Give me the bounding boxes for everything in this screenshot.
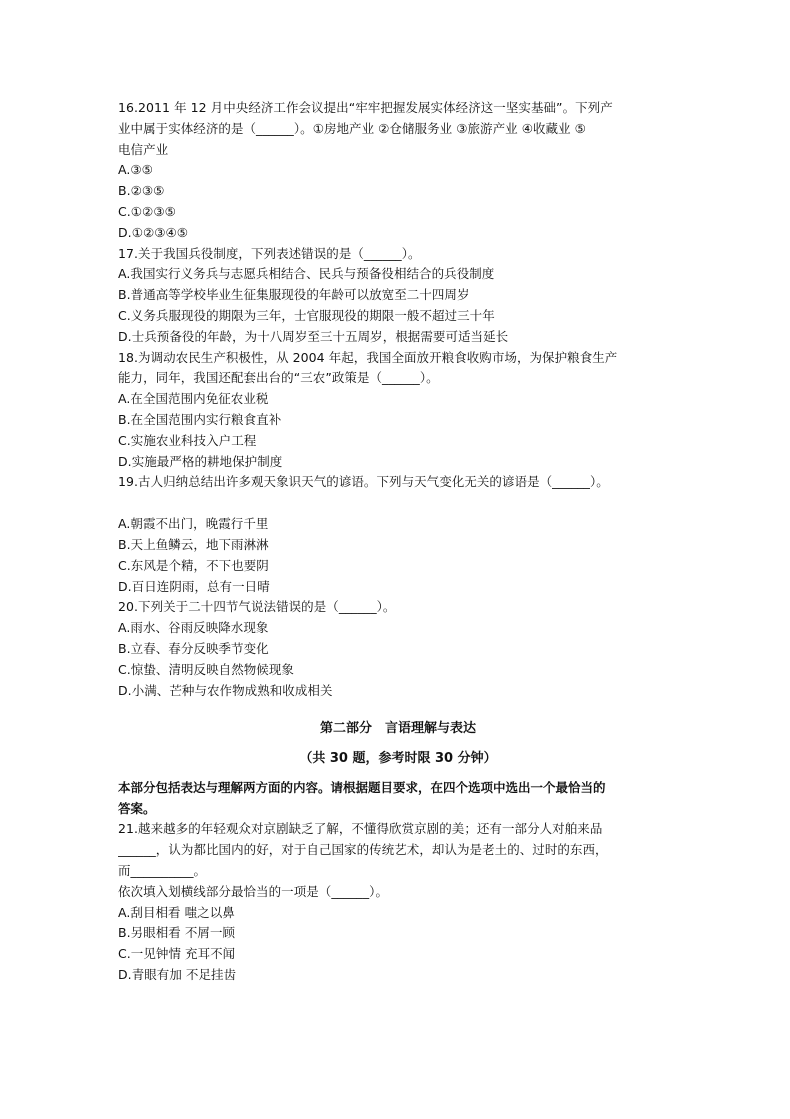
option-a: A.朝霞不出门，晚霞行千里: [118, 516, 269, 532]
option-d: D.青眼有加 不足挂齿: [118, 966, 237, 982]
question-16: [118, 98, 678, 244]
question-20: [118, 597, 678, 701]
question-text: 19.古人归纳总结出许多观天象识天气的谚语。下列与天气变化无关的谚语是（______）。: [118, 474, 609, 490]
section-instructions: 本部分包括表达与理解两方面的内容。请根据题目要求，在四个选项中选出一个最恰当的: [118, 780, 606, 796]
question-text: 16.2011 年 12 月中央经济工作会议提出“牢牢把握发展实体经济这一坚实基础”。下列产: [118, 100, 613, 115]
option-b: B.另眼相看 不屑一顾: [118, 925, 236, 941]
option-b: B.天上鱼鳞云，地下雨淋淋: [118, 536, 269, 552]
option-c: C.一见钟情 充耳不闻: [118, 946, 236, 962]
option-d: D.百日连阴雨，总有一日晴: [118, 578, 270, 594]
question-text: 18.为调动农民生产积极性，从 2004 年起，我国全面放开粮食收购市场，为保护粮食生产: [118, 349, 618, 365]
question-19: [118, 472, 678, 597]
question-18: [118, 348, 678, 473]
blank-line: [118, 493, 678, 514]
option-d: D.士兵预备役的年龄，为十八周岁至三十五周岁，根据需要可适当延长: [118, 328, 509, 344]
option-a: A.我国实行义务兵与志愿兵相结合、民兵与预备役相结合的兵役制度: [118, 266, 495, 282]
option-d: D.①②③④⑤: [118, 224, 188, 240]
question-text: 21.越来越多的年轻观众对京剧缺乏了解，不懂得欣赏京剧的美；还有一部分人对舶来品: [118, 821, 603, 837]
option-a: A.刮目相看 嗤之以鼻: [118, 904, 235, 920]
option-c: C.义务兵服现役的期限为三年，士官服现役的期限一般不超过三十年: [118, 307, 495, 323]
option-c: C.①②③⑤: [118, 203, 176, 219]
option-a: A.雨水、谷雨反映降水现象: [118, 620, 269, 636]
option-b: B.在全国范围内实行粮食直补: [118, 411, 282, 427]
option-a: A.在全国范围内免征农业税: [118, 391, 269, 407]
question-text: 电信产业: [118, 141, 169, 157]
question-text: 20.下列关于二十四节气说法错误的是（______）。: [118, 599, 396, 615]
option-b: B.普通高等学校毕业生征集服现役的年龄可以放宽至二十四周岁: [118, 287, 470, 303]
option-c: C.东风是个精，不下也要阴: [118, 557, 269, 573]
question-text: 而__________。: [118, 862, 207, 878]
question-17: [118, 244, 678, 348]
question-text: 能力，同年，我国还配套出台的“三农”政策是（______）。: [118, 370, 439, 386]
section-subtitle: （共 30 题，参考时限 30 分钟）: [299, 751, 497, 767]
option-b: B.立春、春分反映季节变化: [118, 640, 269, 656]
option-b: B.②③⑤: [118, 183, 165, 199]
question-21: [118, 819, 678, 985]
option-c: C.实施农业科技入户工程: [118, 432, 257, 448]
option-d: D.小满、芒种与农作物成熟和收成相关: [118, 682, 333, 698]
document-page: [118, 98, 678, 986]
question-text: 业中属于实体经济的是（______）。①房地产业 ②仓储服务业 ③旅游产业 ④收藏业 ⑤: [118, 120, 586, 136]
question-text: ______，认为都比国内的好，对于自己国家的传统艺术，却认为是老土的、过时的东西，: [118, 842, 608, 858]
question-text: 17.关于我国兵役制度，下列表述错误的是（______）。: [118, 245, 421, 261]
option-c: C.惊蛰、清明反映自然物候现象: [118, 661, 294, 677]
option-d: D.实施最严格的耕地保护制度: [118, 453, 283, 469]
option-a: A.③⑤: [118, 162, 153, 178]
section-instructions: 答案。: [118, 801, 156, 817]
question-prompt: 依次填入划横线部分最恰当的一项是（______）。: [118, 883, 389, 899]
section-title: 第二部分 言语理解与表达: [319, 721, 476, 737]
